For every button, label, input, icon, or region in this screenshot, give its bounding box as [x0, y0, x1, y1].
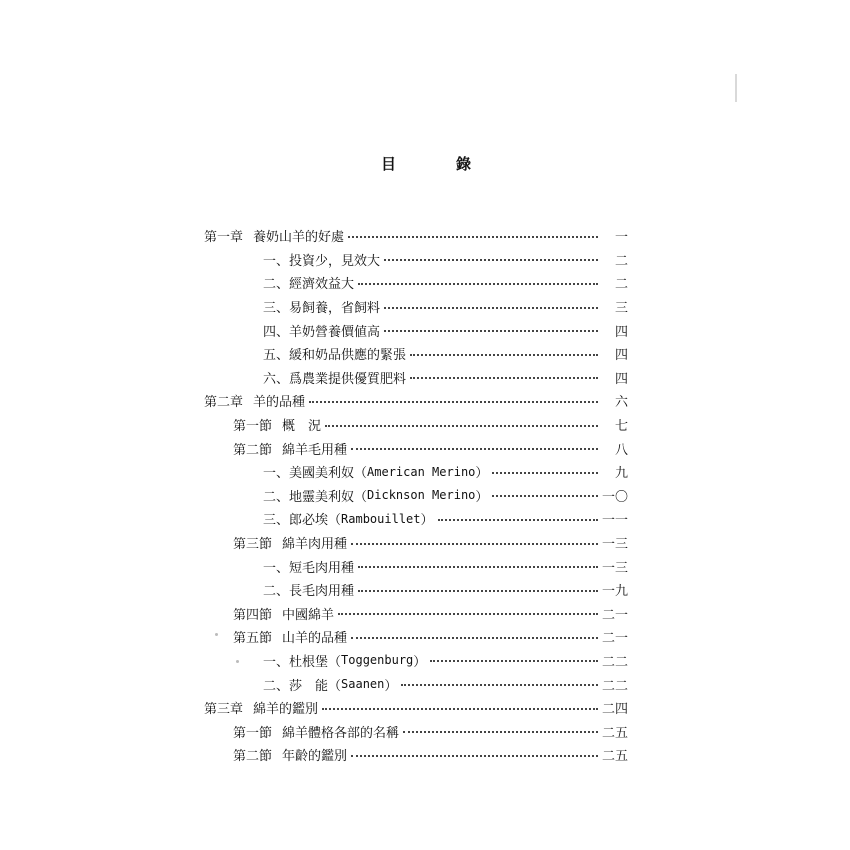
- toc-entry-label: [233, 745, 347, 764]
- toc-entry-number: 第五節: [233, 631, 273, 647]
- toc-page-number: 九: [614, 466, 628, 482]
- toc-page-number: 二二: [601, 654, 628, 670]
- dot-leader: [384, 330, 598, 332]
- toc-entry-number: 第一節: [233, 419, 273, 435]
- page-title: [381, 153, 471, 175]
- toc-entry-label: [263, 675, 397, 694]
- toc-entry-text: 杜根堡（: [289, 654, 342, 670]
- dot-leader: [438, 519, 598, 521]
- toc-page-number: 一: [614, 230, 628, 246]
- dot-leader: [410, 354, 598, 356]
- toc-page-number: 二: [614, 277, 628, 293]
- toc-page-number: 二五: [601, 725, 628, 741]
- table-of-contents: [204, 224, 628, 767]
- toc-entry-label: [263, 509, 434, 528]
- dot-leader: [384, 259, 598, 261]
- toc-entry-closing-paren: ）: [475, 466, 489, 482]
- toc-entry-label: [233, 439, 347, 458]
- toc-item-row: [204, 578, 628, 602]
- toc-entry-number: 三、: [263, 301, 290, 317]
- toc-entry-number: 一、: [263, 253, 290, 269]
- toc-section-row: [204, 719, 628, 743]
- toc-entry-english-name: Saanen: [341, 677, 385, 692]
- toc-entry-text: 羊奶營養價値高: [289, 324, 381, 340]
- toc-item-row: [204, 366, 628, 390]
- dot-leader: [410, 377, 598, 379]
- toc-page-number: 二一: [601, 631, 628, 647]
- toc-entry-label: [263, 250, 380, 269]
- toc-entry-number: 第三章: [204, 702, 244, 718]
- toc-entry-closing-paren: ）: [420, 513, 434, 529]
- toc-entry-label: [204, 698, 318, 717]
- dot-leader: [492, 495, 598, 497]
- dot-leader: [492, 472, 598, 474]
- toc-section-row: [204, 602, 628, 626]
- toc-entry-text: 綿羊毛用種: [282, 442, 348, 458]
- toc-chapter-row: [204, 389, 628, 413]
- dot-leader: [430, 660, 598, 662]
- toc-entry-number: 第四節: [233, 607, 273, 623]
- toc-entry-label: [263, 651, 426, 670]
- toc-entry-text: 養奶山羊的好處: [253, 230, 345, 246]
- toc-entry-label: [263, 486, 488, 505]
- toc-entry-text: 綿羊的鑑別: [253, 702, 319, 718]
- toc-entry-text: 概 況: [282, 419, 322, 435]
- toc-entry-number: 三、: [263, 513, 290, 529]
- dot-leader: [358, 566, 598, 568]
- toc-chapter-row: [204, 224, 628, 248]
- toc-entry-number: 六、: [263, 371, 290, 387]
- toc-page-number: 一九: [601, 584, 628, 600]
- toc-entry-text: 短毛肉用種: [289, 560, 355, 576]
- toc-page-number: 六: [614, 395, 628, 411]
- toc-entry-label: [233, 722, 399, 741]
- toc-entry-closing-paren: ）: [384, 678, 398, 694]
- toc-entry-text: 綿羊肉用種: [282, 537, 348, 553]
- toc-entry-english-name: Rambouillet: [341, 511, 421, 526]
- dot-leader: [338, 613, 598, 615]
- dot-leader: [384, 307, 598, 309]
- toc-entry-number: 二、: [263, 584, 290, 600]
- toc-item-row: [204, 484, 628, 508]
- toc-entry-english-name: Dicknson Merino: [367, 488, 476, 503]
- toc-section-row: [204, 625, 628, 649]
- toc-entry-label: [233, 533, 347, 552]
- dot-leader: [358, 283, 598, 285]
- toc-entry-text: 長毛肉用種: [289, 584, 355, 600]
- dot-leader: [351, 448, 598, 450]
- toc-entry-number: 第一節: [233, 725, 273, 741]
- toc-entry-number: 一、: [263, 654, 290, 670]
- toc-entry-english-name: American Merino: [367, 464, 476, 479]
- toc-entry-english-name: Toggenburg: [341, 653, 414, 668]
- toc-item-row: [204, 507, 628, 531]
- toc-page-number: 一〇: [601, 489, 628, 505]
- toc-entry-label: [233, 415, 321, 434]
- toc-entry-label: [263, 368, 406, 387]
- toc-entry-text: 緩和奶品供應的緊張: [289, 348, 407, 364]
- title-char-2: 錄: [455, 155, 471, 173]
- toc-entry-text: 美國美利奴（: [289, 466, 368, 482]
- toc-entry-text: 郎必埃（: [289, 513, 342, 529]
- dot-leader: [351, 637, 598, 639]
- toc-entry-number: 二、: [263, 489, 290, 505]
- dot-leader: [325, 425, 598, 427]
- toc-entry-text: 羊的品種: [253, 395, 306, 411]
- toc-page-number: 二二: [601, 678, 628, 694]
- toc-entry-number: 第一章: [204, 230, 244, 246]
- toc-entry-closing-paren: ）: [413, 654, 427, 670]
- toc-entry-text: 莎 能（: [289, 678, 342, 694]
- toc-entry-text: 經濟效益大: [289, 277, 355, 293]
- toc-page-number: 一三: [601, 537, 628, 553]
- scan-margin-mark: [735, 74, 737, 102]
- toc-section-row: [204, 531, 628, 555]
- toc-page-number: 二五: [601, 749, 628, 765]
- toc-entry-text: 山羊的品種: [282, 631, 348, 647]
- toc-entry-text: 綿羊體格各部的名稱: [282, 725, 400, 741]
- toc-entry-number: 二、: [263, 277, 290, 293]
- toc-entry-number: 五、: [263, 348, 290, 364]
- toc-entry-label: [263, 580, 354, 599]
- title-char-1: 目: [381, 155, 397, 173]
- toc-item-row: [204, 248, 628, 272]
- toc-entry-number: 一、: [263, 466, 290, 482]
- toc-entry-text: 投資少，見效大: [289, 253, 381, 269]
- toc-entry-number: 第三節: [233, 537, 273, 553]
- toc-entry-text: 爲農業提供優質肥料: [289, 371, 407, 387]
- toc-chapter-row: [204, 696, 628, 720]
- toc-page-number: 四: [614, 348, 628, 364]
- toc-entry-closing-paren: ）: [475, 489, 489, 505]
- toc-entry-label: [263, 321, 380, 340]
- dot-leader: [403, 731, 598, 733]
- toc-page-number: 四: [614, 371, 628, 387]
- toc-item-row: [204, 649, 628, 673]
- toc-page-number: 二: [614, 253, 628, 269]
- toc-entry-label: [204, 226, 344, 245]
- toc-item-row: [204, 342, 628, 366]
- toc-section-row: [204, 436, 628, 460]
- toc-entry-text: 年齡的鑑別: [282, 749, 348, 765]
- toc-entry-number: 四、: [263, 324, 290, 340]
- dot-leader: [351, 543, 598, 545]
- toc-entry-number: 第二節: [233, 749, 273, 765]
- toc-entry-number: 第二節: [233, 442, 273, 458]
- toc-entry-label: [233, 604, 334, 623]
- toc-item-row: [204, 271, 628, 295]
- toc-entry-number: 第二章: [204, 395, 244, 411]
- dot-leader: [351, 755, 598, 757]
- dot-leader: [322, 708, 598, 710]
- toc-page-number: 三: [614, 301, 628, 317]
- dot-leader: [348, 236, 598, 238]
- toc-entry-label: [263, 462, 488, 481]
- dot-leader: [401, 684, 598, 686]
- toc-entry-number: 一、: [263, 560, 290, 576]
- toc-item-row: [204, 672, 628, 696]
- toc-entry-text: 易飼養，省飼料: [289, 301, 381, 317]
- toc-page-number: 二四: [601, 702, 628, 718]
- toc-page-number: 二一: [601, 607, 628, 623]
- dot-leader: [309, 401, 598, 403]
- toc-item-row: [204, 318, 628, 342]
- toc-item-row: [204, 295, 628, 319]
- toc-page-number: 七: [614, 419, 628, 435]
- toc-section-row: [204, 413, 628, 437]
- toc-page-number: 一三: [601, 560, 628, 576]
- toc-entry-label: [233, 627, 347, 646]
- toc-entry-label: [263, 297, 380, 316]
- toc-item-row: [204, 554, 628, 578]
- toc-entry-label: [263, 273, 354, 292]
- toc-section-row: [204, 743, 628, 767]
- toc-page-number: 一一: [601, 513, 628, 529]
- toc-entry-text: 中國綿羊: [282, 607, 335, 623]
- toc-entry-label: [263, 344, 406, 363]
- toc-entry-label: [263, 557, 354, 576]
- dot-leader: [358, 590, 598, 592]
- toc-page-number: 八: [614, 442, 628, 458]
- toc-page-number: 四: [614, 324, 628, 340]
- toc-item-row: [204, 460, 628, 484]
- toc-entry-text: 地靈美利奴（: [289, 489, 368, 505]
- toc-entry-number: 二、: [263, 678, 290, 694]
- toc-entry-label: [204, 391, 305, 410]
